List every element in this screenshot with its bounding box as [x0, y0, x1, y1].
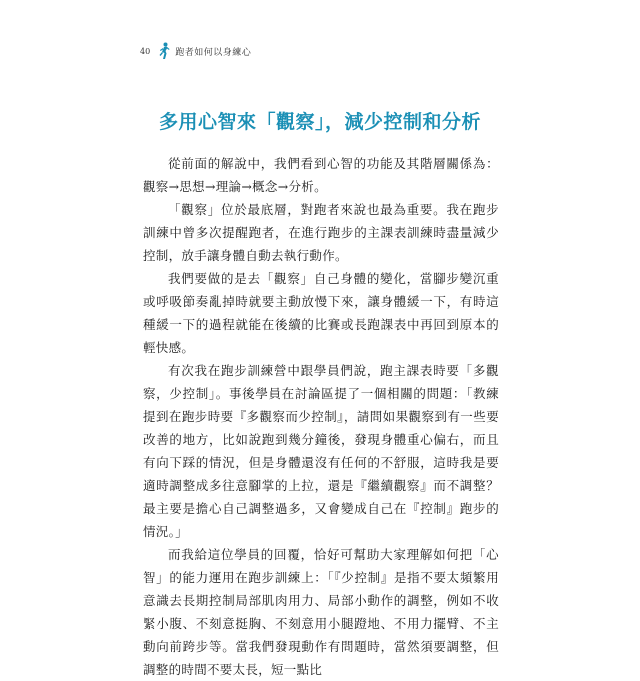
page-header: [140, 41, 251, 61]
runner-icon: [158, 42, 170, 60]
body-text: [143, 152, 499, 681]
paragraph: 我們要做的是去「觀察」自己身體的變化，當腳步變沉重或呼吸節奏亂掉時就要主動放慢下來，讓身體緩一下，有時這種緩一下的過程就能在後續的比賽或長跑課表中再回到原本的輕快感。: [143, 271, 499, 355]
book-title: 跑者如何以身練心: [175, 47, 252, 58]
paragraph: 從前面的解說中，我們看到心智的功能及其階層關係為：觀察→思想→理論→概念→分析。: [143, 156, 499, 194]
paragraph: 而我給這位學員的回覆，恰好可幫助大家理解如何把「心智」的能力運用在跑步訓練上：「『少控制』是指不要太頻繁用意識去長期控制局部肌肉用力、局部小動作的調整，例如不收緊小腹、不刻意挺胸、不刻意用小腿蹬地、不用力擺臂、不主動向前跨步等。當我們發現動作有問題時，當然須要調整，但調整的時間不要太長，短一點比: [143, 547, 499, 677]
section-title: 多用心智來「觀察」，減少控制和分析: [158, 111, 481, 133]
page-number: 40: [140, 46, 151, 56]
paragraph: 「觀察」位於最底層，對跑者來說也最為重要。我在跑步訓練中曾多次提醒跑者，在進行跑步的主課表訓練時盡量減少控制，放手讓身體自動去執行動作。: [143, 202, 499, 263]
paragraph: 有次我在跑步訓練營中跟學員們說，跑主課表時要「多觀察，少控制」。事後學員在討論區提了一個相關的問題：「教練提到在跑步時要『多觀察而少控制』，請問如果觀察到有一些要改善的地方，比如說跑到幾分鐘後，發現身體重心偏右，而且有向下踩的情況，但是身體還沒有任何的不舒服，這時我是要適時調整成多往意腳掌的上拉，還是『繼續觀察』而不調整？最主要是擔心自己調整過多，又會變成自己在『控制』跑步的情況。」: [143, 363, 499, 539]
